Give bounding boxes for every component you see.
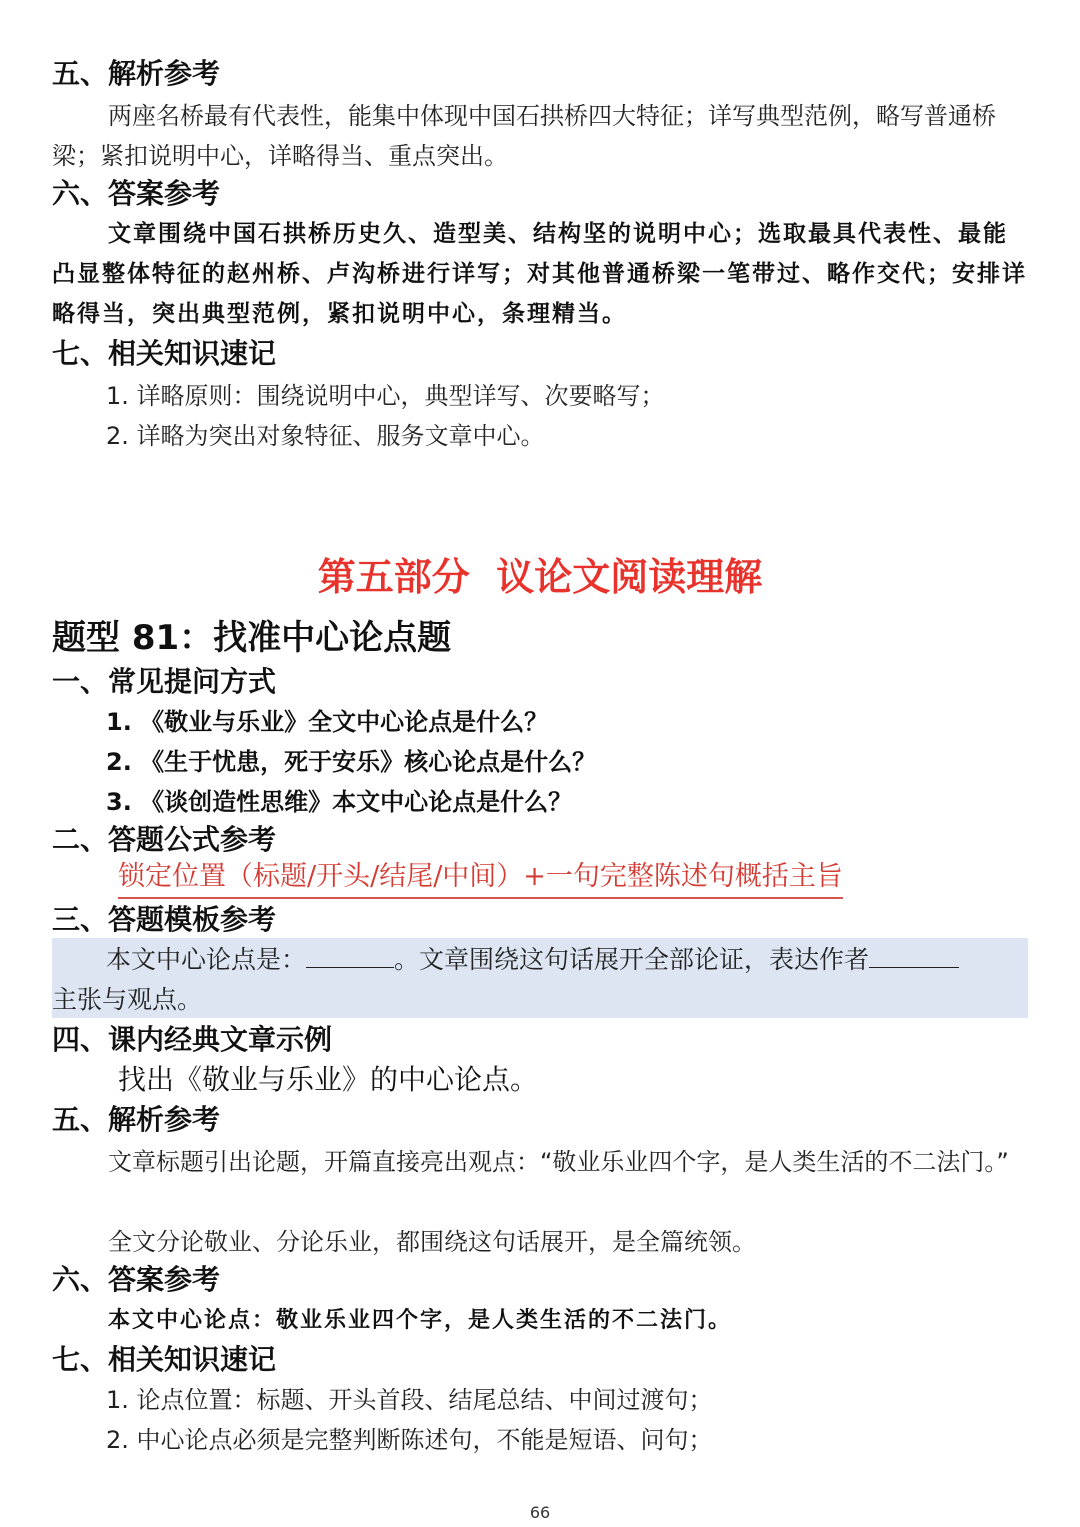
heading-template: 三、答题模板参考	[52, 903, 277, 936]
part-title: 第五部分 议论文阅读理解	[317, 555, 763, 599]
template-blank-2	[869, 941, 959, 968]
heading-answer: 六、答案参考	[52, 1263, 221, 1296]
answer-text: 本文中心论点：敬业乐业四个字，是人类生活的不二法门。	[108, 1307, 733, 1333]
answer-formula: 锁定位置（标题/开头/结尾/中间）+一句完整陈述句概括主旨	[118, 857, 843, 899]
question-type-title: 题型 81：找准中心论点题	[52, 618, 452, 658]
heading-analysis-top: 五、解析参考	[52, 57, 221, 90]
template-text-a: 本文中心论点是：	[106, 945, 307, 974]
template-blank-1	[306, 941, 394, 968]
template-line-1	[52, 940, 1028, 980]
example-task: 找出《敬业与乐业》的中心论点。	[118, 1063, 539, 1096]
knowledge-item-2: 2. 中心论点必须是完整判断陈述句，不能是短语、问句；	[106, 1426, 713, 1454]
template-text-b: 。文章围绕这句话展开全部论证，表达作者	[394, 945, 870, 974]
knowledge-item-top-2: 2. 详略为突出对象特征、服务文章中心。	[106, 422, 545, 450]
question-item-3: 3. 《谈创造性思维》本文中心论点是什么？	[106, 788, 573, 816]
question-item-1: 1. 《敬业与乐业》全文中心论点是什么？	[106, 708, 549, 736]
knowledge-item-top-1: 1. 详略原则：围绕说明中心，典型详写、次要略写；	[106, 382, 665, 410]
heading-formula: 二、答题公式参考	[52, 823, 277, 856]
answer-paragraph-top: 文章围绕中国石拱桥历史久、造型美、结构坚的说明中心；选取最具代表性、最能凸显整体特征的赵州桥、卢沟桥进行详写；对其他普通桥梁一笔带过、略作交代；安排详略得当，突出典型范例，紧扣说明中心，条理精当。	[52, 220, 1027, 327]
question-item-2: 2. 《生于忧患，死于安乐》核心论点是什么？	[106, 748, 597, 776]
analysis-paragraph-2: 全文分论敬业、分论乐业，都围绕这句话展开，是全篇统领。	[108, 1228, 756, 1256]
heading-example: 四、课内经典文章示例	[52, 1023, 333, 1056]
heading-answer-top: 六、答案参考	[52, 177, 221, 210]
heading-analysis: 五、解析参考	[52, 1103, 221, 1136]
analysis-paragraph-top: 两座名桥最有代表性，能集中体现中国石拱桥四大特征；详写典型范例，略写普通桥梁；紧扣说明中心，详略得当、重点突出。	[52, 102, 996, 170]
page-number: 66	[529, 1503, 551, 1522]
template-text-c: 主张与观点。	[52, 985, 203, 1014]
analysis-paragraph-1: 文章标题引出论题，开篇直接亮出观点：“敬业乐业四个字，是人类生活的不二法门。”	[108, 1148, 1009, 1176]
heading-knowledge-top: 七、相关知识速记	[52, 337, 277, 370]
knowledge-item-1: 1. 论点位置：标题、开头首段、结尾总结、中间过渡句；	[106, 1386, 713, 1414]
heading-common-questions: 一、常见提问方式	[52, 665, 277, 698]
heading-knowledge: 七、相关知识速记	[52, 1343, 277, 1376]
